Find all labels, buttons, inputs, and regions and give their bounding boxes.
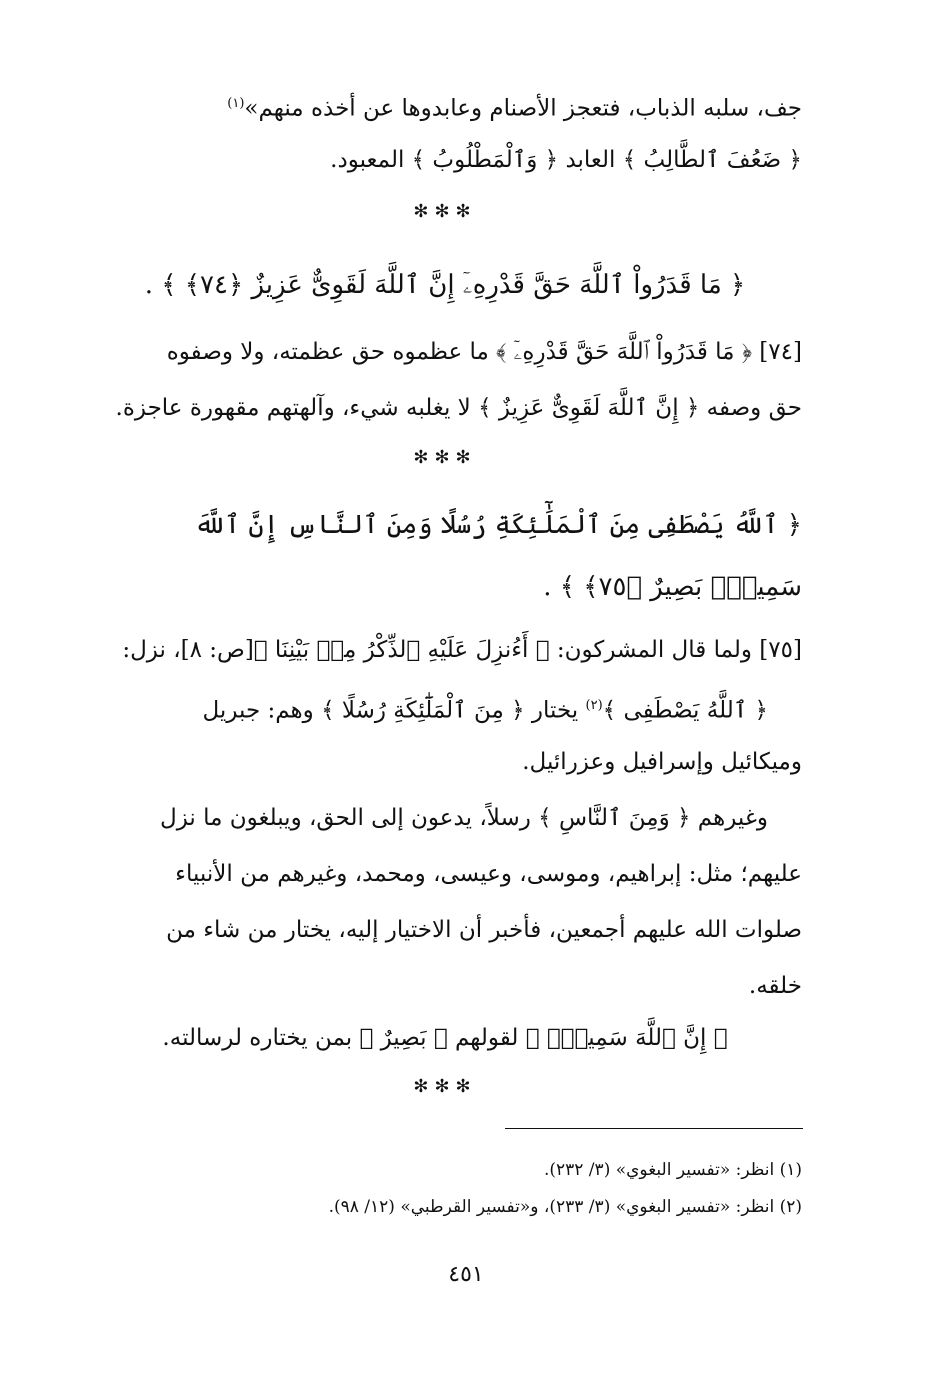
text-span: يختار ﴿ مِنَ ٱلْمَلَٰٓئِكَةِ رُسُلًا ﴾ وهم: جبريل [202, 697, 586, 724]
text-line: [٧٥] ولما قال المشركون: ﴿ أَءُنزِلَ عَلَيْهِ ٱلذِّكْرُ مِنۢ بَيْنِنَا ﴾[ص: ٨]، نزل: [122, 637, 802, 663]
text-span: جف، سلبه الذباب، فتعجز الأصنام وعابدوها عن أخذه منهم» [244, 95, 802, 122]
paragraph-continuation [88, 76, 802, 188]
text-line: ﴿ إِنَّ ٱللَّهَ سَمِيعٌۢ ﴾ لقولهم ﴿ بَصِيرٌ ﴾ بمن يختاره لرسالته. [162, 1025, 728, 1051]
text-line [88, 678, 802, 734]
text-line: خلقه. [748, 973, 802, 999]
text-line: وميكائيل وإسرافيل وعزرائيل. [522, 749, 802, 775]
verse-75 [88, 494, 802, 618]
verse-line: سَمِيعٌۢ بَصِيرٌ ﴿٧٥﴾ ﴾ . [543, 572, 802, 602]
section-separator: ✻✻✻ [413, 1076, 477, 1097]
footnote-1: (١) انظر: «تفسير البغوي» (٣/ ٢٣٢). [543, 1160, 802, 1180]
footnote-ref-1[interactable]: (١) [227, 96, 245, 111]
footnote-divider [505, 1128, 803, 1129]
text-line: عليهم؛ مثل: إبراهيم، وموسى، وعيسى، ومحمد، وغيرهم من الأنبياء [175, 861, 802, 887]
text-span: ﴿ ٱللَّهُ يَصْطَفِى ﴾ [602, 697, 768, 724]
commentary-74 [88, 324, 802, 436]
footnote-ref-2[interactable]: (٢) [585, 698, 603, 713]
commentary-75 [88, 622, 802, 790]
page-number: ٤٥١ [448, 1262, 484, 1287]
text-line: وغيرهم ﴿ وَمِنَ ٱلنَّاسِ ﴾ رسلاً، يدعون إلى الحق، ويبلغون ما نزل [160, 805, 768, 831]
text-line: ﴿ ضَعُفَ ٱلطَّالِبُ ﴾ العابد ﴿ وَٱلْمَطْلُوبُ ﴾ المعبود. [330, 147, 802, 173]
verse-74 [88, 254, 802, 316]
verse-line: ﴿ ٱللَّهُ يَصْطَفِى مِنَ ٱلْمَلَٰٓئِكَةِ رُسُلًا وَمِنَ ٱلنَّاسِ إِنَّ ٱللَّهَ [194, 510, 802, 540]
text-line: حق وصفه ﴿ إِنَّ ٱللَّهَ لَقَوِىٌّ عَزِيزٌ ﴾ لا يغلبه شيء، وآلهتهم مقهورة عاجزة. [115, 395, 802, 421]
text-line: صلوات الله عليهم أجمعين، فأخبر أن الاختيار إليه، يختار من شاء من [166, 917, 802, 943]
text-line [88, 76, 802, 132]
paragraph-hearing-seeing [88, 1010, 802, 1066]
paragraph-messengers [88, 790, 802, 1014]
footnote-2: (٢) انظر: «تفسير البغوي» (٣/ ٢٣٣)، و«تفسير القرطبي» (١٢/ ٩٨). [328, 1197, 802, 1217]
section-separator: ✻✻✻ [413, 201, 477, 222]
text-line: [٧٤] ﴿ مَا قَدَرُواْ ٱللَّهَ حَقَّ قَدْرِهِۦٓ ﴾ ما عظموه حق عظمته، ولا وصفوه [166, 339, 802, 365]
verse-line: ﴿ مَا قَدَرُواْ ٱللَّهَ حَقَّ قَدْرِهِۦٓ إِنَّ ٱللَّهَ لَقَوِىٌّ عَزِيزٌ ﴿٧٤﴾ ﴾ . [144, 270, 746, 300]
section-separator: ✻✻✻ [413, 447, 477, 468]
